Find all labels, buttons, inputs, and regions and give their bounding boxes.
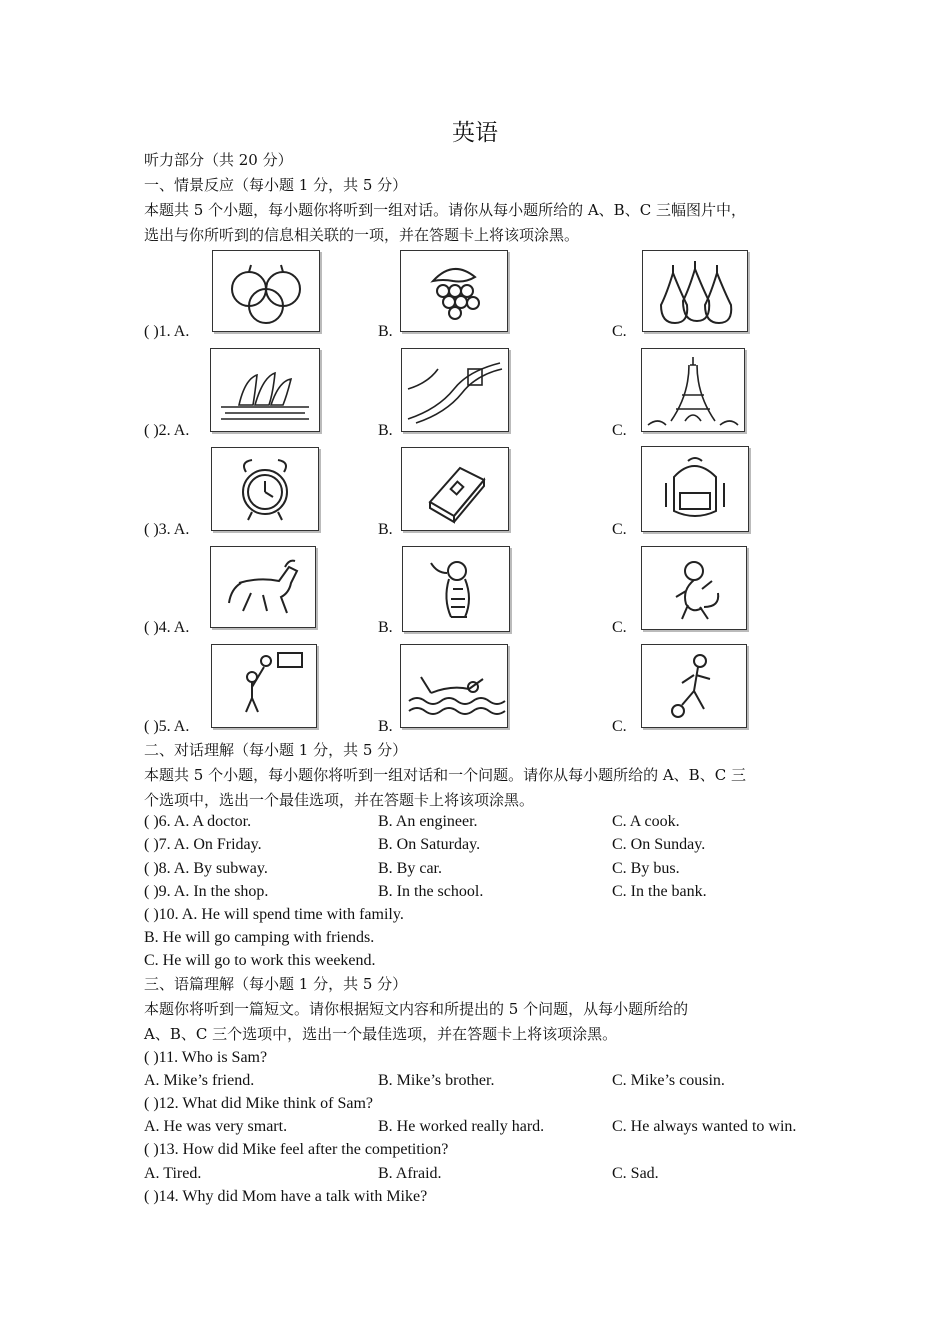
- question-5-option-c-label: C.: [612, 718, 627, 735]
- question-4-option-b-label: B.: [378, 619, 393, 636]
- basketball-icon: [211, 644, 317, 728]
- question-11-option-c: C. Mike’s cousin.: [612, 1072, 725, 1089]
- book-icon: [401, 447, 509, 531]
- question-11-option-b: B. Mike’s brother.: [378, 1072, 495, 1089]
- question-2-option-c-label: C.: [612, 422, 627, 439]
- question-3-option-c-label: C.: [612, 521, 627, 538]
- question-10-option-b: B. He will go camping with friends.: [144, 929, 375, 946]
- question-12-option-a: A. He was very smart.: [144, 1118, 288, 1135]
- question-8-option-b: B. By car.: [378, 860, 442, 877]
- question-6-option-a: ( )6. A. A doctor.: [144, 813, 252, 830]
- opera-house-icon: [210, 348, 320, 432]
- question-6-option-c: C. A cook.: [612, 813, 680, 830]
- question-12-option-c: C. He always wanted to win.: [612, 1118, 797, 1135]
- section-1-instruction-1: 本题共 5 个小题，每小题你将听到一组对话。请你从每小题所给的 A、B、C 三幅图片中，: [144, 201, 746, 219]
- question-1-label: ( )1. A.: [144, 323, 190, 340]
- question-9-option-b: B. In the school.: [378, 883, 484, 900]
- question-9-option-a: ( )9. A. In the shop.: [144, 883, 269, 900]
- question-10-option-a: ( )10. A. He will spend time with family.: [144, 906, 404, 923]
- question-13-stem: ( )13. How did Mike feel after the competition?: [144, 1141, 449, 1158]
- question-7-option-c: C. On Sunday.: [612, 836, 706, 853]
- question-7-option-a: ( )7. A. On Friday.: [144, 836, 262, 853]
- soccer-icon: [641, 644, 747, 728]
- alarm-clock-icon: [211, 447, 319, 531]
- tiger-icon: [402, 546, 510, 632]
- backpack-icon: [641, 446, 749, 532]
- pears-icon: [642, 250, 748, 332]
- great-wall-icon: [401, 348, 509, 432]
- question-1-option-b-label: B.: [378, 323, 393, 340]
- question-12-stem: ( )12. What did Mike think of Sam?: [144, 1095, 373, 1112]
- section-3-instruction-2: A、B、C 三个选项中，选出一个最佳选项，并在答题卡上将该项涂黑。: [144, 1025, 618, 1043]
- question-10-option-c: C. He will go to work this weekend.: [144, 952, 376, 969]
- question-11-stem: ( )11. Who is Sam?: [144, 1049, 268, 1066]
- question-4-option-c-label: C.: [612, 619, 627, 636]
- question-13-option-b: B. Afraid.: [378, 1165, 442, 1182]
- question-9-option-c: C. In the bank.: [612, 883, 707, 900]
- question-6-option-b: B. An engineer.: [378, 813, 478, 830]
- question-3-option-b-label: B.: [378, 521, 393, 538]
- swimming-icon: [400, 644, 508, 728]
- question-5-label: ( )5. A.: [144, 718, 190, 735]
- section-3-instruction-1: 本题你将听到一篇短文。请你根据短文内容和所提出的 5 个问题，从每小题所给的: [144, 1000, 689, 1018]
- apples-icon: [212, 250, 320, 332]
- question-13-option-c: C. Sad.: [612, 1165, 659, 1182]
- question-2-label: ( )2. A.: [144, 422, 190, 439]
- section-2-instruction-1: 本题共 5 个小题，每小题你将听到一组对话和一个问题。请你从每小题所给的 A、B、C 三: [144, 766, 746, 784]
- section-2-instruction-2: 个选项中，选出一个最佳选项，并在答题卡上将该项涂黑。: [144, 791, 535, 809]
- section-2-heading: 二、对话理解（每小题 1 分，共 5 分）: [144, 741, 408, 759]
- question-12-option-b: B. He worked really hard.: [378, 1118, 545, 1135]
- question-3-label: ( )3. A.: [144, 521, 190, 538]
- question-13-option-a: A. Tired.: [144, 1165, 202, 1182]
- horse-icon: [210, 546, 316, 628]
- question-2-option-b-label: B.: [378, 422, 393, 439]
- monkey-icon: [641, 546, 747, 630]
- question-14-stem: ( )14. Why did Mom have a talk with Mike?: [144, 1188, 428, 1205]
- section-1-instruction-2: 选出与你所听到的信息相关联的一项，并在答题卡上将该项涂黑。: [144, 226, 580, 244]
- eiffel-tower-icon: [641, 348, 745, 432]
- question-4-label: ( )4. A.: [144, 619, 190, 636]
- question-11-option-a: A. Mike’s friend.: [144, 1072, 255, 1089]
- question-8-option-c: C. By bus.: [612, 860, 680, 877]
- section-1-heading: 一、情景反应（每小题 1 分，共 5 分）: [144, 176, 408, 194]
- question-8-option-a: ( )8. A. By subway.: [144, 860, 268, 877]
- question-5-option-b-label: B.: [378, 718, 393, 735]
- section-3-heading: 三、语篇理解（每小题 1 分，共 5 分）: [144, 975, 408, 993]
- question-7-option-b: B. On Saturday.: [378, 836, 481, 853]
- page-title: 英语: [452, 120, 498, 146]
- grapes-icon: [400, 250, 508, 332]
- listening-header: 听力部分（共 20 分）: [144, 151, 293, 169]
- question-1-option-c-label: C.: [612, 323, 627, 340]
